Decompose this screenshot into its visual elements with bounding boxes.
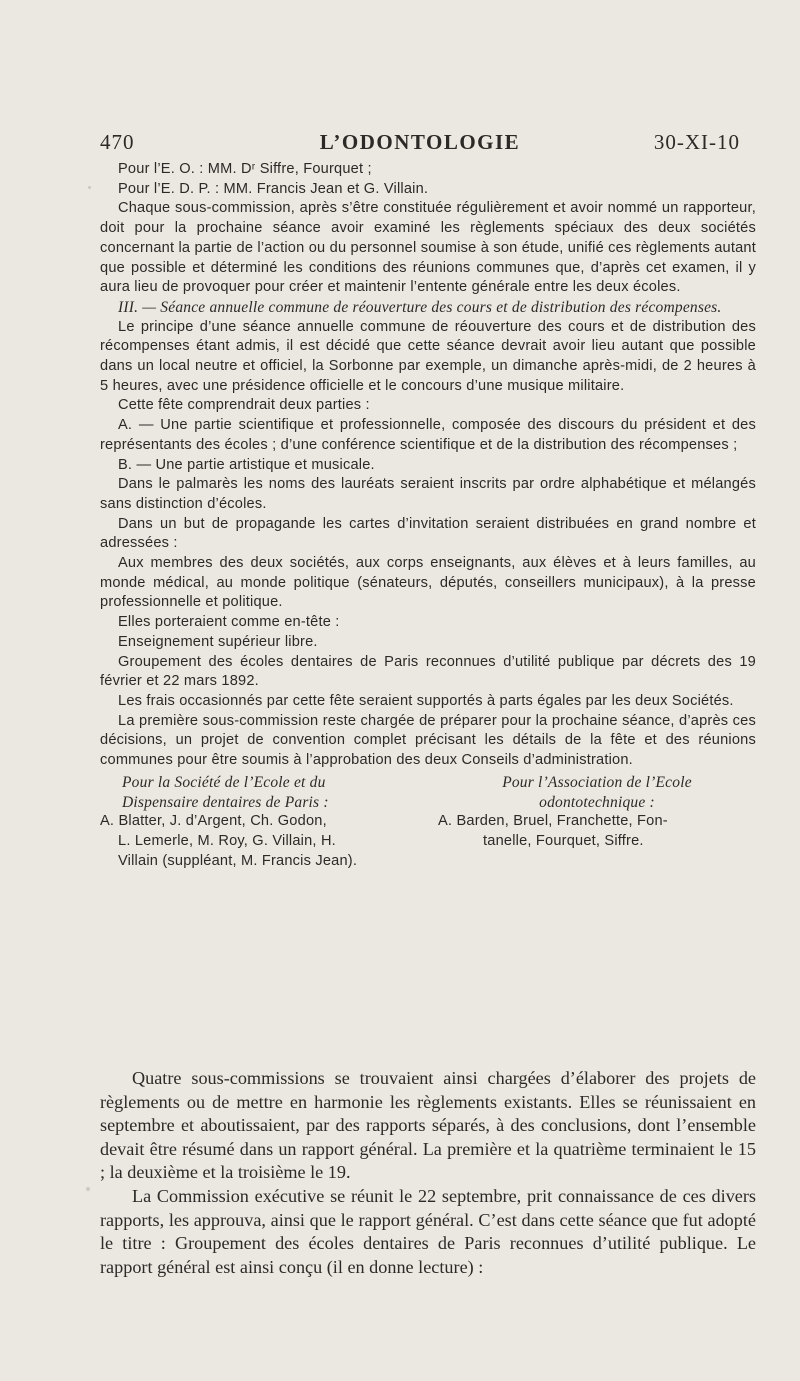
- paragraph: A. — Une partie scientifique et professionnelle, composée des discours du président et des représentants des écoles ; d’une conférence scientifique et de la distribution des récompenses ;: [100, 417, 756, 453]
- signature-heading: [438, 773, 756, 812]
- signature-heading-line: Dispensaire dentaires de Paris :: [122, 793, 329, 811]
- page-number: 470: [100, 130, 135, 154]
- paragraph: Les frais occasionnés par cette fête seraient supportés à parts égales par les deux Sociétés.: [118, 692, 734, 709]
- paragraph: B. — Une partie artistique et musicale.: [118, 456, 375, 473]
- section-heading: III. — Séance annuelle commune de réouverture des cours et de distribution des récompenses.: [118, 298, 722, 316]
- paragraph: Pour l’E. D. P. : MM. Francis Jean et G. Villain.: [118, 180, 429, 197]
- paragraph: La Commission exécutive se réunit le 22 septembre, prit connaissance de ces divers rapports, les approuva, ainsi que le rapport général. C’est dans cette séance que fut adopté le titre : Groupement des écoles dentaires de Paris reconnues d’utilité publique. Le rapport général est ainsi conçu (il en donne lecture) :: [100, 1185, 756, 1277]
- paper-speck: [86, 1187, 90, 1191]
- signature-block: [100, 773, 756, 872]
- signature-heading: [100, 773, 418, 812]
- paragraph: Aux membres des deux sociétés, aux corps enseignants, aux élèves et à leurs familles, au monde médical, au monde politique (sénateurs, députés, conseillers municipaux), à la presse professionnelle et politique.: [100, 555, 756, 611]
- journal-title: L’ODONTOLOGIE: [319, 130, 521, 154]
- issue-date: 30-XI-10: [653, 130, 740, 154]
- paragraph: Quatre sous-commissions se trouvaient ainsi chargées d’élaborer des projets de règlements ou de mettre en harmonie les règlements existants. Elles se réunissaient en septembre et aboutissaient, par des rapports séparés, à des conclusions, dont l’ensemble devait être résumé dans un rapport général. La première et la quatrième terminaient le 15 ; la deuxième et la troisième le 19.: [100, 1068, 756, 1183]
- signature-names: [100, 812, 418, 871]
- signature-heading-line: Pour l’Association de l’Ecole: [502, 773, 692, 791]
- signature-names-line: Villain (suppléant, M. Francis Jean).: [118, 852, 358, 869]
- paragraph: Le principe d’une séance annuelle commune de réouverture des cours et de distribution des récompenses étant admis, il est décidé que cette séance devrait avoir lieu autant que possible dans un local neutre et officiel, la Sorbonne par exemple, un dimanche après-midi, de 2 heures à 5 heures, avec une présidence officielle et le concours d’une musique militaire.: [100, 318, 756, 394]
- paragraph: Chaque sous-commission, après s’être constituée régulièrement et avoir nommé un rapporteur, doit pour la prochaine séance avoir examiné les règlements spéciaux des deux sociétés concernant la partie de l’action ou du personnel soumise à son étude, unifié ces règlements autant que possible et déterminé les conditions des réunions communes que, d’après cet examen, il y aura lieu de provoquer pour créer et maintenir l’entente générale entre les deux écoles.: [100, 200, 756, 296]
- signature-names-line: L. Lemerle, M. Roy, G. Villain, H.: [118, 832, 336, 849]
- paragraph: Cette fête comprendrait deux parties :: [118, 397, 370, 414]
- paragraph: Pour l’E. O. : MM. Dʳ Siffre, Fourquet ;: [118, 161, 372, 177]
- paragraph: Dans le palmarès les noms des lauréats seraient inscrits par ordre alphabétique et mélangés sans distinction d’écoles.: [100, 476, 756, 512]
- paragraph: Groupement des écoles dentaires de Paris reconnues d’utilité publique par décrets des 19 février et 22 mars 1892.: [100, 653, 756, 690]
- signature-left: [100, 773, 418, 872]
- signature-names: [438, 812, 756, 851]
- paragraph: Dans un but de propagande les cartes d’invitation seraient distribuées en grand nombre et adressées :: [100, 515, 756, 552]
- signature-names-line: tanelle, Fourquet, Siffre.: [483, 832, 644, 849]
- signature-right: [438, 773, 756, 872]
- paper-speck: [88, 186, 91, 189]
- signature-heading-line: odontotechnique :: [539, 793, 655, 811]
- paragraph: La première sous-commission reste chargée de préparer pour la prochaine séance, d’après ces décisions, un projet de convention complet précisant les détails de la fête et des réunions communes pour être soumis à l’approbation des deux Conseils d’administration.: [100, 712, 756, 769]
- small-print-section: [100, 160, 756, 871]
- signature-names-line: A. Blatter, J. d’Argent, Ch. Godon,: [100, 813, 327, 830]
- running-header: [100, 130, 740, 156]
- main-text-section: [100, 1067, 756, 1279]
- signature-heading-line: Pour la Société de l’Ecole et du: [122, 773, 326, 791]
- paragraph: Elles porteraient comme en-tête :: [118, 614, 340, 631]
- signature-names-line: A. Barden, Bruel, Franchette, Fon-: [438, 813, 668, 830]
- paragraph: Enseignement supérieur libre.: [118, 633, 318, 650]
